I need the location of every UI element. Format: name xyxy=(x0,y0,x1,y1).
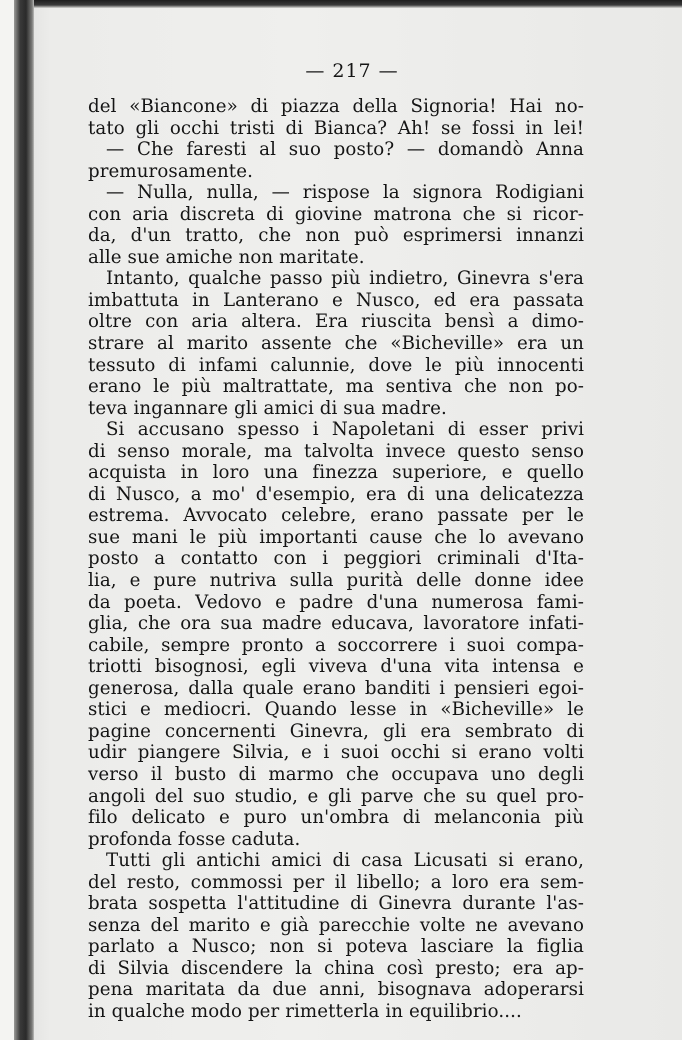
text-line: del «Biancone» di piazza della Signoria! Hai no- xyxy=(88,96,584,117)
text-line: tato gli occhi tristi di Bianca? Ah! se fossi in lei! xyxy=(88,117,584,139)
text-line: filo delicato e puro un'ombra di melanconia più xyxy=(88,807,584,829)
text-line: profonda fosse caduta. xyxy=(88,828,301,850)
text-line: di senso morale, ma talvolta invece questo senso xyxy=(88,440,584,462)
text-line: angoli del suo studio, e gli parve che su quel pro- xyxy=(88,785,584,807)
text-line: alle sue amiche non maritate. xyxy=(88,246,365,268)
text-line: stici e mediocri. Quando lesse in «Bicheville» le xyxy=(88,699,584,721)
text-line: triotti bisognosi, egli viveva d'una vita intensa e xyxy=(88,656,584,678)
text-line: oltre con aria altera. Era riuscita bensì a dimo- xyxy=(88,311,584,333)
text-line: Si accusano spesso i Napoletani di esser privi xyxy=(106,419,584,441)
text-line: udir piangere Silvia, e i suoi occhi si erano volti xyxy=(88,742,584,764)
text-line: del resto, commossi per il libello; a loro era sem- xyxy=(88,871,584,893)
text-line: estrema. Avvocato celebre, erano passate per le xyxy=(88,505,584,527)
text-line: tessuto di infami calunnie, dove le più innocenti xyxy=(88,354,584,376)
page-margin-edge xyxy=(0,0,14,1040)
text-line: sue mani le più importanti cause che lo avevano xyxy=(88,526,584,548)
text-line: pagine concernenti Ginevra, gli era sembrato di xyxy=(88,720,584,742)
text-line: verso il busto di marmo che occupava uno degli xyxy=(88,763,584,785)
body-text xyxy=(88,96,584,1023)
text-line: generosa, dalla quale erano banditi i pensieri egoi- xyxy=(88,677,584,699)
text-line: strare al marito assente che «Bicheville» era un xyxy=(88,333,584,355)
text-line: teva ingannare gli amici di sua madre. xyxy=(88,397,447,419)
page-number: — 217 — xyxy=(305,60,399,82)
text-line: — Che faresti al suo posto? — domandò Anna xyxy=(106,139,584,161)
text-line: Intanto, qualche passo più indietro, Ginevra s'era xyxy=(106,268,584,290)
text-line: lia, e pure nutriva sulla purità delle donne idee xyxy=(88,570,584,592)
text-line: in qualche modo per rimetterla in equilibrio.... xyxy=(88,1000,522,1022)
text-line: senza del marito e già parecchie volte ne avevano xyxy=(88,914,584,936)
text-line: imbattuta in Lanterano e Nusco, ed era passata xyxy=(88,289,584,311)
text-line: acquista in loro una finezza superiore, e quello xyxy=(88,462,584,484)
text-line: da, d'un tratto, che non può esprimersi innanzi xyxy=(88,225,584,247)
text-line: di Silvia discendere la china così presto; era ap- xyxy=(88,957,584,979)
text-line: parlato a Nusco; non si poteva lasciare la figlia xyxy=(88,936,584,958)
text-line: pena maritata da due anni, bisognava adoperarsi xyxy=(88,979,584,1001)
text-line: di Nusco, a mo' d'esempio, era di una delicatezza xyxy=(88,483,584,505)
page-top-edge xyxy=(34,0,682,8)
text-line: Tutti gli antichi amici di casa Licusati si erano, xyxy=(106,850,584,872)
text-line: premurosamente. xyxy=(88,160,253,182)
text-line: da poeta. Vedovo e padre d'una numerosa fami- xyxy=(88,591,584,613)
text-line: brata sospetta l'attitudine di Ginevra durante l'as- xyxy=(88,893,584,915)
book-spine-shadow xyxy=(14,0,34,1040)
text-line: — Nulla, nulla, — rispose la signora Rodigiani xyxy=(106,182,584,204)
text-line: posto a contatto con i peggiori criminali d'Ita- xyxy=(88,548,584,570)
text-line: glia, che ora sua madre educava, lavoratore infati- xyxy=(88,613,584,635)
text-line: con aria discreta di giovine matrona che si ricor- xyxy=(88,203,584,225)
text-line: cabile, sempre pronto a soccorrere i suoi compa- xyxy=(88,634,584,656)
text-line: erano le più maltrattate, ma sentiva che non po- xyxy=(88,376,584,398)
